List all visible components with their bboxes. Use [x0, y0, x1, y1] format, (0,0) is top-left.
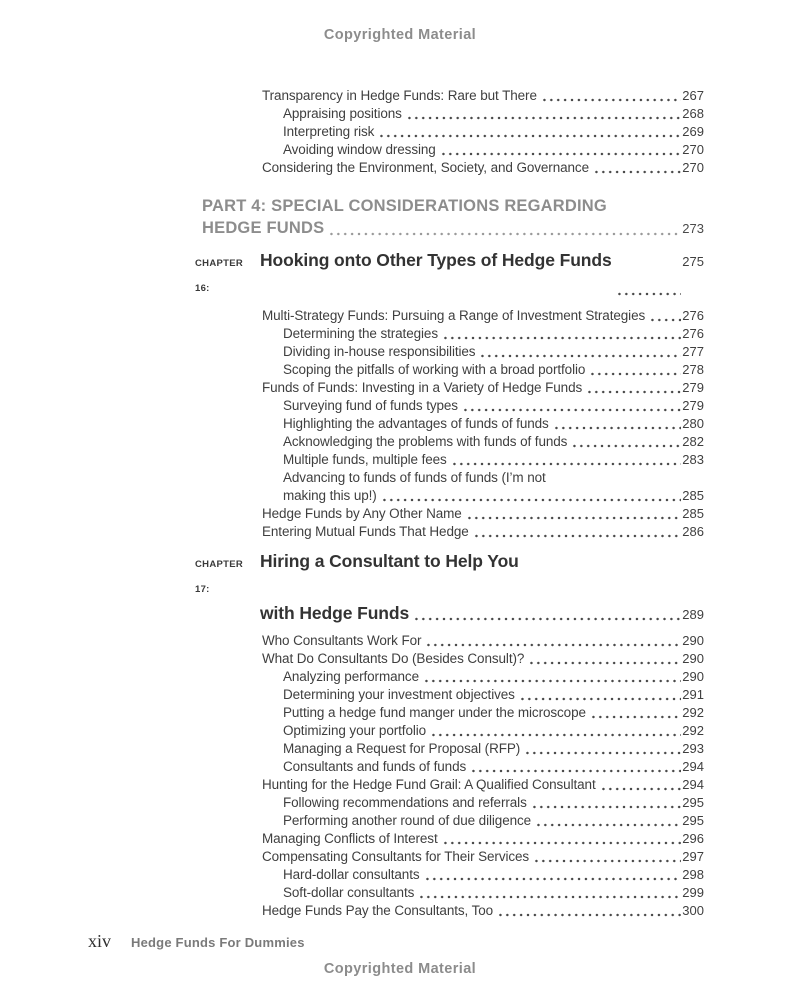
toc-page-number: 279: [682, 398, 704, 413]
toc-page-number: 270: [682, 160, 704, 175]
toc-entry-label: Considering the Environment, Society, and Governance: [262, 160, 589, 175]
dot-leader: [616, 292, 682, 296]
toc-page-number: 285: [682, 488, 704, 503]
dot-leader: [571, 444, 681, 448]
toc-chapter-heading: [88, 248, 704, 301]
toc-entry-label: Acknowledging the problems with funds of funds: [283, 434, 568, 449]
page-footer: [88, 931, 305, 952]
dot-leader: [589, 372, 681, 376]
toc-page-number: 294: [682, 777, 704, 792]
dot-leader: [406, 116, 681, 120]
dot-leader: [430, 733, 681, 737]
toc-page-number: 289: [682, 607, 704, 622]
toc-entry-label: Entering Mutual Funds That Hedge: [262, 524, 469, 539]
toc-entry: [88, 668, 704, 686]
dot-leader: [423, 679, 681, 683]
toc-entry: [88, 776, 704, 794]
toc-entry: [88, 722, 704, 740]
toc-entry: [88, 866, 704, 884]
toc-entry: [88, 361, 704, 379]
dot-leader: [328, 232, 681, 236]
chapter-number-label: CHAPTER 17:: [195, 559, 244, 595]
toc-page-number: 286: [682, 524, 704, 539]
toc-entry: [88, 397, 704, 415]
toc-page-number: 300: [682, 903, 704, 918]
toc-entry-label: Soft-dollar consultants: [283, 885, 415, 900]
toc-page-number: 297: [682, 849, 704, 864]
toc-page-number: 269: [682, 124, 704, 139]
toc-page-number: 296: [682, 831, 704, 846]
chapter-number-label: CHAPTER 16:: [195, 258, 244, 294]
toc-page-number: 294: [682, 759, 704, 774]
toc-entry: [88, 812, 704, 830]
toc-page-number: 278: [682, 362, 704, 377]
copyright-notice-bottom: Copyrighted Material: [323, 961, 477, 977]
toc-page-number: 295: [682, 813, 704, 828]
dot-leader: [413, 617, 681, 621]
toc-entry-label: Putting a hedge fund manger under the microscope: [283, 705, 586, 720]
toc-entry-label: Managing Conflicts of Interest: [262, 831, 438, 846]
toc-entry-label: Who Consultants Work For: [262, 633, 422, 648]
toc-page-number: 293: [682, 741, 704, 756]
dot-leader: [497, 913, 681, 917]
toc-entry-label: Dividing in-house responsibilities: [283, 344, 476, 359]
toc-page-number: 273: [682, 221, 704, 236]
toc-entry: [88, 794, 704, 812]
toc-entry: [88, 379, 704, 397]
dot-leader: [442, 841, 682, 845]
toc-page-number: 299: [682, 885, 704, 900]
toc-entry-label: Appraising positions: [283, 106, 402, 121]
toc-page-number: 277: [682, 344, 704, 359]
dot-leader: [451, 462, 682, 466]
toc-entry-label: Following recommendations and referrals: [283, 795, 527, 810]
dot-leader: [381, 498, 682, 502]
toc-entries-group: [88, 87, 704, 177]
toc-page-number: 285: [682, 506, 704, 521]
toc-entry: [88, 415, 704, 433]
toc-entry: [88, 307, 704, 325]
toc-entry: [88, 159, 704, 177]
part-heading-text: HEDGE FUNDS: [202, 219, 325, 237]
part-heading-line: [88, 217, 704, 240]
dot-leader: [524, 751, 681, 755]
toc-page-number: 283: [682, 452, 704, 467]
toc-entry: [88, 433, 704, 451]
toc-entry-label: Scoping the pitfalls of working with a broad portfolio: [283, 362, 586, 377]
toc-page-number: 276: [682, 308, 704, 323]
dot-leader: [440, 152, 682, 156]
toc-entry: [88, 105, 704, 123]
toc-page-number: 276: [682, 326, 704, 341]
toc-entry: [88, 523, 704, 541]
dot-leader: [553, 426, 682, 430]
toc-entry-label: Avoiding window dressing: [283, 142, 436, 157]
toc-entry-label: Surveying fund of funds types: [283, 398, 458, 413]
toc-entry-label: Managing a Request for Proposal (RFP): [283, 741, 521, 756]
toc-entry: [88, 884, 704, 902]
toc-entry: [88, 740, 704, 758]
dot-leader: [424, 877, 682, 881]
toc-entries-group: [88, 632, 704, 920]
toc-entry-label: Highlighting the advantages of funds of funds: [283, 416, 549, 431]
toc-page-number: 275: [682, 254, 704, 269]
toc-entry-label: Determining the strategies: [283, 326, 438, 341]
toc-entry-label: Performing another round of due diligence: [283, 813, 532, 828]
dot-leader: [528, 661, 681, 665]
toc-entry: [88, 650, 704, 668]
dot-leader: [466, 516, 682, 520]
toc-page-number: 291: [682, 687, 704, 702]
toc-entry-label: Hunting for the Hedge Fund Grail: A Qualified Consultant: [262, 777, 596, 792]
toc-entry-label: making this up!): [283, 488, 377, 503]
toc-page-number: 267: [682, 88, 704, 103]
toc-entry-label: Consultants and funds of funds: [283, 759, 467, 774]
toc-entry-label: What Do Consultants Do (Besides Consult)?: [262, 651, 525, 666]
chapter-heading-line: [88, 549, 704, 602]
toc-entry-label: Advancing to funds of funds of funds (I’m not: [283, 470, 546, 485]
toc-entry-label: Hedge Funds Pay the Consultants, Too: [262, 903, 494, 918]
dot-leader: [600, 787, 682, 791]
toc-entry-label: Analyzing performance: [283, 669, 419, 684]
toc-entry: [88, 686, 704, 704]
toc-page-number: 279: [682, 380, 704, 395]
toc-entry: [88, 87, 704, 105]
toc-page-number: 290: [682, 669, 704, 684]
toc-entry-label: Hedge Funds by Any Other Name: [262, 506, 462, 521]
toc-page-number: 292: [682, 723, 704, 738]
toc-part-heading: [88, 195, 704, 240]
dot-leader: [470, 769, 681, 773]
book-title: Hedge Funds For Dummies: [131, 935, 305, 950]
toc-page-number: 290: [682, 651, 704, 666]
dot-leader: [378, 134, 681, 138]
toc-entry: [88, 758, 704, 776]
chapter-title: Hooking onto Other Types of Hedge Funds: [260, 250, 612, 270]
toc-entry: [88, 123, 704, 141]
toc-entry-label: Transparency in Hedge Funds: Rare but There: [262, 88, 537, 103]
part-heading-text: PART 4: SPECIAL CONSIDERATIONS REGARDING: [202, 197, 607, 215]
toc-page-number: 268: [682, 106, 704, 121]
dot-leader: [519, 697, 681, 701]
toc-chapter-heading: [88, 549, 704, 626]
page-number-folio: xiv: [88, 931, 112, 951]
table-of-contents: [88, 87, 704, 920]
dot-leader: [586, 390, 681, 394]
toc-page-number: 280: [682, 416, 704, 431]
dot-leader: [533, 859, 681, 863]
toc-entry-label: Optimizing your portfolio: [283, 723, 427, 738]
toc-entry-label: Funds of Funds: Investing in a Variety of Hedge Funds: [262, 380, 583, 395]
copyright-notice-top: Copyrighted Material: [323, 27, 477, 43]
dot-leader: [418, 895, 681, 899]
toc-entry: [88, 469, 704, 487]
chapter-heading-line: [88, 248, 704, 301]
toc-page-number: 290: [682, 633, 704, 648]
toc-entry-label: Compensating Consultants for Their Services: [262, 849, 530, 864]
toc-entry-label: Multiple funds, multiple fees: [283, 452, 447, 467]
dot-leader: [593, 170, 681, 174]
toc-entries-group: [88, 307, 704, 541]
dot-leader: [649, 318, 681, 322]
dot-leader: [535, 823, 681, 827]
dot-leader: [531, 805, 682, 809]
dot-leader: [473, 534, 682, 538]
dot-leader: [541, 98, 681, 102]
toc-entry-label: Multi-Strategy Funds: Pursuing a Range of Investment Strategies: [262, 308, 646, 323]
toc-page-number: 270: [682, 142, 704, 157]
toc-entry-label: Hard-dollar consultants: [283, 867, 420, 882]
dot-leader: [479, 354, 681, 358]
toc-entry: [88, 830, 704, 848]
toc-entry-label: Interpreting risk: [283, 124, 375, 139]
part-heading-line: [88, 195, 704, 217]
toc-entry: [88, 505, 704, 523]
toc-entry: [88, 325, 704, 343]
toc-entry-label: Determining your investment objectives: [283, 687, 515, 702]
toc-entry: [88, 902, 704, 920]
dot-leader: [425, 643, 681, 647]
toc-entry: [88, 141, 704, 159]
toc-page-number: 298: [682, 867, 704, 882]
toc-entry: [88, 487, 704, 505]
toc-page-number: 282: [682, 434, 704, 449]
toc-entry: [88, 451, 704, 469]
toc-page-number: 295: [682, 795, 704, 810]
chapter-title: with Hedge Funds: [260, 603, 410, 623]
toc-entry: [88, 704, 704, 722]
toc-entry: [88, 632, 704, 650]
toc-entry: [88, 848, 704, 866]
chapter-heading-line: [88, 602, 704, 626]
dot-leader: [442, 336, 681, 340]
chapter-title: Hiring a Consultant to Help You: [260, 551, 519, 571]
toc-page-number: 292: [682, 705, 704, 720]
toc-entry: [88, 343, 704, 361]
dot-leader: [590, 715, 681, 719]
dot-leader: [462, 408, 681, 412]
